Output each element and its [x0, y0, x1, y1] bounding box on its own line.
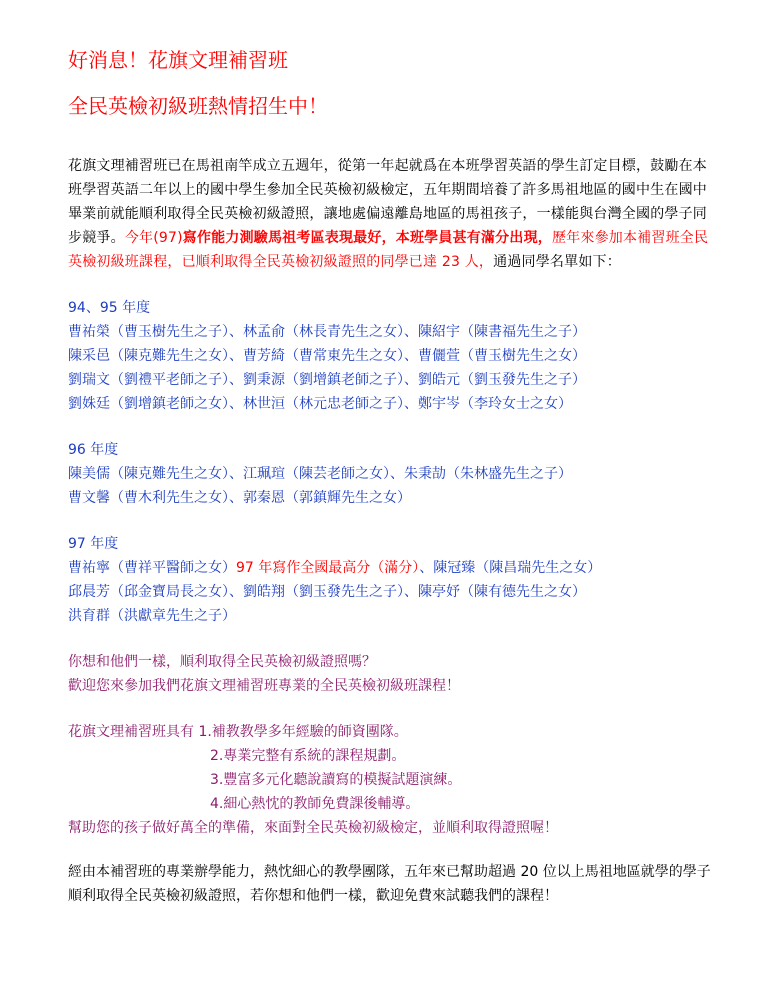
- student-list-item: [68, 556, 718, 580]
- top-score-highlight: 97 年寫作全國最高分（滿分）: [236, 560, 420, 576]
- student-list-item: 邱晨芳（邱金寶局長之女）、劉皓翔（劉玉發先生之子）、陳亭妤（陳有德先生之女）: [68, 584, 586, 600]
- year-section-94-95: [68, 296, 718, 416]
- features-block: [68, 720, 718, 840]
- invitation-block: [68, 650, 718, 698]
- year-heading: 94、95 年度: [68, 300, 151, 316]
- intro-count-highlight: 歷年來參加本補習班全民英檢初級班課程，已順利取得全民英檢初級證照的同學已達 23 人，: [68, 230, 709, 270]
- headline-subtitle: 全民英檢初級班熱情招生中！: [68, 94, 328, 118]
- year-heading: 96 年度: [68, 442, 119, 458]
- feature-item-2: 2.專業完整有系統的課程規劃。: [210, 748, 406, 764]
- invitation-question: 你想和他們一樣，順利取得全民英檢初級證照嗎？: [68, 654, 376, 670]
- intro-list-lead: 通過同學名單如下：: [493, 254, 621, 270]
- intro-text: 花旗文理補習班已在馬祖南竿成立五週年，從第一年起就爲在本班學習英語的學生訂定目標，鼓勵在本班學習英語二年以上的國中學生參加全民英檢初級檢定，五年期間培養了許多馬祖地區的國中生在國中畢業前就能順利取得全民英檢初級證照，讓地處偏遠離島地區的馬祖孩子，一樣能與台灣全國的學子同步競爭。: [68, 158, 707, 246]
- feature-item-3: 3.豐富多元化聽說讀寫的模擬試題演練。: [210, 772, 462, 788]
- student-name: 曹祐寧（曹祥平醫師之女）: [68, 560, 236, 576]
- year-section-96: [68, 438, 718, 510]
- intro-achievement-highlight: 寫作能力測驗馬祖考區表現最好，本班學員甚有滿分出現，: [182, 230, 552, 246]
- student-list-item: 陳采邑（陳克難先生之女）、曹芳綺（曹常東先生之女）、曹儷萱（曹玉樹先生之女）: [68, 348, 586, 364]
- announcement-page: [68, 40, 718, 908]
- student-list-item: 洪育群（洪獻章先生之子）: [68, 608, 236, 624]
- student-name: 、陳冠臻（陳昌瑞先生之女）: [419, 560, 602, 576]
- intro-year-highlight: 今年(97): [124, 230, 183, 246]
- student-list-item: 曹文馨（曹木利先生之女）、郭秦恩（郭鎮輝先生之女）: [68, 490, 411, 506]
- student-list-item: 陳美儒（陳克難先生之女）、江珮瑄（陳芸老師之女）、朱秉劼（朱林盛先生之子）: [68, 466, 572, 482]
- student-list-item: 劉瑞文（劉禮平老師之子）、劉秉源（劉增鎮老師之子）、劉皓元（劉玉發先生之子）: [68, 372, 586, 388]
- features-summary: 幫助您的孩子做好萬全的準備，來面對全民英檢初級檢定，並順利取得證照喔！: [68, 820, 558, 836]
- closing-paragraph: 經由本補習班的專業辦學能力，熱忱細心的教學團隊，五年來已幫助超過 20 位以上馬祖地區就學的學子順利取得全民英檢初級證照，若你想和他們一樣，歡迎免費來試聽我們的課程！: [68, 864, 711, 904]
- intro-paragraph: [68, 154, 718, 274]
- feature-item-4: 4.細心熱忱的教師免費課後輔導。: [210, 796, 420, 812]
- headline-title: 好消息！花旗文理補習班: [68, 48, 288, 72]
- feature-item-1: 花旗文理補習班具有 1.補教教學多年經驗的師資團隊。: [68, 724, 408, 740]
- invitation-welcome: 歡迎您來參加我們花旗文理補習班專業的全民英檢初級班課程！: [68, 678, 460, 694]
- year-section-97: [68, 532, 718, 628]
- student-list-item: 劉姝廷（劉增鎮老師之女）、林世洹（林元忠老師之子）、鄭宇岑（李玲女士之女）: [68, 396, 572, 412]
- year-heading: 97 年度: [68, 536, 119, 552]
- student-list-item: 曹祐榮（曹玉樹先生之子）、林孟俞（林長青先生之女）、陳紹宇（陳書福先生之子）: [68, 324, 586, 340]
